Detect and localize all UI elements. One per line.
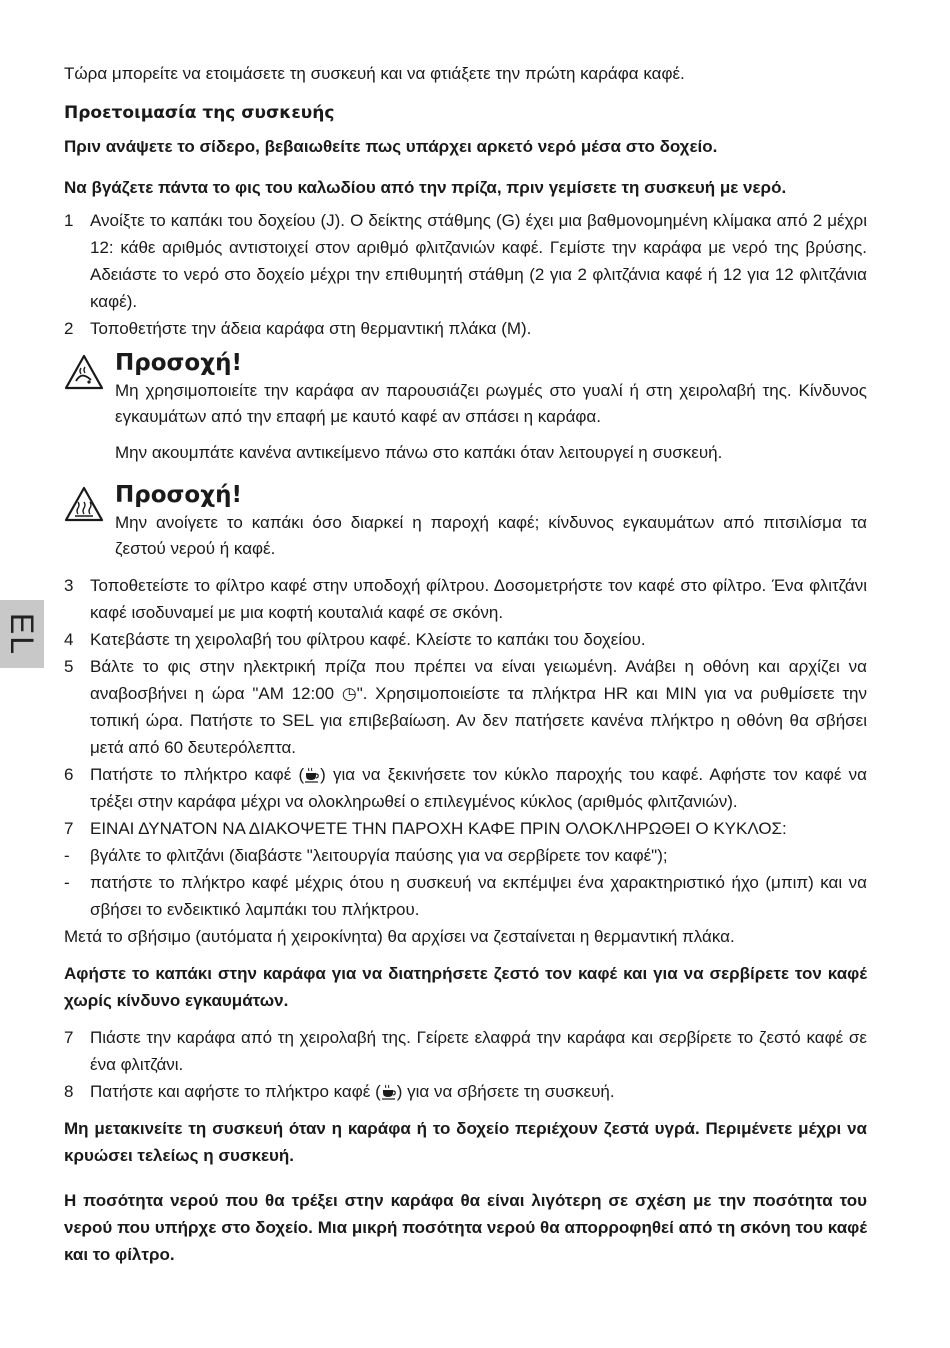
- list-item: [64, 626, 867, 653]
- step6-text-before: Πατήστε το πλήκτρο καφέ (: [90, 765, 305, 784]
- step-number: 4: [64, 630, 74, 649]
- steps-list-a: [64, 207, 867, 342]
- note-bold-1: Πριν ανάψετε το σίδερο, βεβαιωθείτε πως υπάρχει αρκετό νερό μέσα στο δοχείο.: [64, 137, 718, 156]
- step6-text-after: ) για να ξεκινήσετε τον κύκλο παροχής του καφέ. Αφήστε τον καφέ να τρέξει στην καράφα μέχρι να ολοκληρωθεί ο επιλεγμένος κύκλος (αριθμός φλιτζανιών).: [90, 765, 868, 811]
- step-number: 1: [64, 211, 74, 230]
- warning-text-1b: Μην ακουμπάτε κανένα αντικείμενο πάνω στο καπάκι όταν λειτουργεί η συσκευή.: [115, 443, 723, 462]
- step-number: 6: [64, 765, 74, 784]
- step-text: Τοποθετήστε την άδεια καράφα στη θερμαντική πλάκα (M).: [90, 319, 532, 338]
- list-item: [64, 815, 867, 842]
- list-item: [64, 653, 867, 761]
- language-tab: [0, 600, 44, 668]
- list-item: [64, 1024, 867, 1078]
- note-bold-3: Αφήστε το καπάκι στην καράφα για να διατηρήσετε ζεστό τον καφέ και για να σερβίρετε τον καφέ χωρίς κίνδυνο εγκαυμάτων.: [64, 964, 867, 1010]
- list-item: [64, 842, 867, 869]
- step-text: Βάλτε το φις στην ηλεκτρική πρίζα που πρέπει να είναι γειωμένη. Ανάβει η οθόνη και αρχίζει να αναβοσβήνει η ώρα "AM 12:00 ◷". Χρησιμοποιείστε τα πλήκτρα HR και MIN για να ρυθμίσετε την τοπική ώρα. Πατήστε το SEL για επιβεβαίωση. Αν δεν πατήσετε κανένα πλήκτρο η οθόνη θα σβήσει μετά από 60 δευτερόλεπτα.: [90, 657, 867, 757]
- warning-title-1: Προσοχή!: [115, 350, 242, 376]
- warning-box-1: [64, 348, 867, 466]
- list-item: [64, 869, 867, 923]
- step-number: 8: [64, 1082, 74, 1101]
- coffee-cup-icon: [381, 1084, 397, 1100]
- warning-text-1a: Μη χρησιμοποιείτε την καράφα αν παρουσιάζει ρωγμές στο γυαλί ή στη χειρολαβή της. Κίνδυνος εγκαυμάτων από την επαφή με καυτό καφέ αν σπάσει η καράφα.: [115, 381, 867, 426]
- step8-text-after: ) για να σβήσετε τη συσκευή.: [396, 1082, 615, 1101]
- hot-liquid-warning-icon: [64, 354, 104, 390]
- list-item: [64, 1078, 867, 1105]
- list-item: [64, 315, 867, 342]
- step-text: [90, 761, 867, 815]
- dash-bullet: -: [64, 846, 70, 865]
- list-item: [64, 207, 867, 315]
- steps-list-b: [64, 572, 867, 923]
- warning-box-2: [64, 480, 867, 562]
- warning-text-2: Μην ανοίγετε το καπάκι όσο διαρκεί η παροχή καφέ; κίνδυνος εγκαυμάτων από πιτσιλίσμα τα ζεστού νερού ή καφέ.: [115, 513, 867, 558]
- after-off-text: Μετά το σβήσιμο (αυτόματα ή χειροκίνητα) θα αρχίσει να ζεσταίνεται η θερμαντική πλάκα.: [64, 927, 735, 946]
- step8-text-before: Πατήστε και αφήστε το πλήκτρο καφέ (: [90, 1082, 381, 1101]
- dash-bullet: -: [64, 873, 70, 892]
- step-text: [90, 1078, 867, 1105]
- step-text: Ανοίξτε το καπάκι του δοχείου (J). Ο δείκτης στάθμης (G) έχει μια βαθμονομημένη κλίμακα από 2 μέχρι 12: κάθε αριθμός αντιστοιχεί στον αριθμό φλιτζανιών καφέ. Γεμίστε την καράφα με νερό της βρύσης. Αδειάστε το νερό στο δοχείο μέχρι την επιθυμητή στάθμη (2 για 2 φλιτζάνια καφέ ή 12 για 12 φλιτζάνια καφέ).: [90, 211, 867, 311]
- step-number: 7: [64, 819, 74, 838]
- hot-surface-warning-icon: [64, 486, 104, 522]
- note-bold-5: Η ποσότητα νερού που θα τρέξει στην καράφα θα είναι λιγότερη σε σχέση με την ποσότητα του νερού που υπήρχε στο δοχείο. Μια μικρή ποσότητα νερού θα απορροφηθεί από τη σκόνη του καφέ και το φίλτρο.: [64, 1191, 867, 1264]
- list-item: [64, 572, 867, 626]
- step-text: Τοποθετείστε το φίλτρο καφέ στην υποδοχή φίλτρου. Δοσομετρήστε τον καφέ στο φίλτρο. Ένα φλιτζάνι καφέ ισοδυναμεί με μια κοφτή κουταλιά καφέ σε σκόνη.: [90, 576, 867, 622]
- coffee-cup-icon: [304, 767, 320, 783]
- step-number: 5: [64, 657, 74, 676]
- warning-title-2: Προσοχή!: [115, 482, 242, 508]
- dash-text: πατήστε το πλήκτρο καφέ μέχρις ότου η συσκευή να εκπέμψει ένα χαρακτηριστικό ήχο (μπιπ) και να σβήσει το ενδεικτικό λαμπάκι του πλήκτρου.: [90, 873, 867, 919]
- note-bold-4: Μη μετακινείτε τη συσκευή όταν η καράφα ή το δοχείο περιέχουν ζεστά υγρά. Περιμένετε μέχρι να κρυώσει τελείως η συσκευή.: [64, 1119, 867, 1165]
- step-number: 3: [64, 576, 74, 595]
- intro-text: Τώρα μπορείτε να ετοιμάσετε τη συσκευή και να φτιάξετε την πρώτη καράφα καφέ.: [64, 64, 685, 83]
- step-number: 7: [64, 1028, 74, 1047]
- list-item: [64, 761, 867, 815]
- step-text: ΕΙΝΑΙ ΔΥΝΑΤΟΝ ΝΑ ΔΙΑΚΟΨΕΤΕ ΤΗΝ ΠΑΡΟΧΗ ΚΑΦΕ ΠΡΙΝ ΟΛΟΚΛΗΡΩΘΕΙ Ο ΚΥΚΛΟΣ:: [90, 819, 787, 838]
- dash-text: βγάλτε το φλιτζάνι (διαβάστε "λειτουργία παύσης για να σερβίρετε τον καφέ");: [90, 846, 668, 865]
- step-text: Πιάστε την καράφα από τη χειρολαβή της. Γείρετε ελαφρά την καράφα και σερβίρετε το ζεστό καφέ σε ένα φλιτζάνι.: [90, 1028, 867, 1074]
- steps-list-c: [64, 1024, 867, 1105]
- section-heading: Προετοιμασία της συσκευής: [64, 103, 335, 123]
- language-tab-label: EL: [4, 612, 41, 656]
- note-bold-2: Να βγάζετε πάντα το φις του καλωδίου από την πρίζα, πριν γεμίσετε τη συσκευή με νερό.: [64, 178, 787, 197]
- step-number: 2: [64, 319, 74, 338]
- step-text: Κατεβάστε τη χειρολαβή του φίλτρου καφέ. Κλείστε το καπάκι του δοχείου.: [90, 630, 646, 649]
- manual-page: [64, 60, 867, 1268]
